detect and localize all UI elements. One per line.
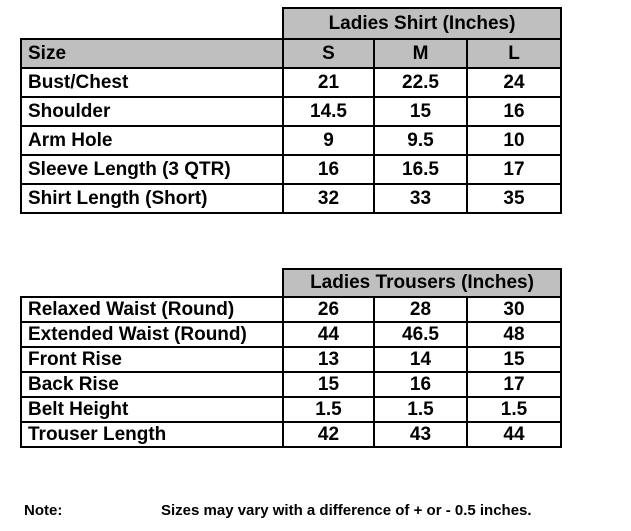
shirt-title-row bbox=[21, 8, 561, 39]
table-row bbox=[21, 184, 561, 213]
cell-s: 9 bbox=[283, 126, 374, 155]
cell-s: 16 bbox=[283, 155, 374, 184]
cell-s: 44 bbox=[283, 322, 374, 347]
trousers-title-row bbox=[21, 269, 561, 297]
size-l-header: L bbox=[467, 39, 561, 68]
size-s-header: S bbox=[283, 39, 374, 68]
cell-m: 15 bbox=[374, 97, 467, 126]
cell-s: 14.5 bbox=[283, 97, 374, 126]
cell-l: 44 bbox=[467, 422, 561, 447]
table-row bbox=[21, 397, 561, 422]
cell-m: 43 bbox=[374, 422, 467, 447]
shirt-header-row bbox=[21, 39, 561, 68]
cell-l: 10 bbox=[467, 126, 561, 155]
shirt-size-table bbox=[20, 7, 562, 214]
cell-l: 15 bbox=[467, 347, 561, 372]
cell-l: 17 bbox=[467, 155, 561, 184]
cell-l: 17 bbox=[467, 372, 561, 397]
cell-s: 13 bbox=[283, 347, 374, 372]
cell-l: 1.5 bbox=[467, 397, 561, 422]
table-row bbox=[21, 297, 561, 322]
table-row bbox=[21, 347, 561, 372]
cell-s: 32 bbox=[283, 184, 374, 213]
cell-l: 24 bbox=[467, 68, 561, 97]
row-label: Bust/Chest bbox=[21, 68, 283, 97]
table-row bbox=[21, 126, 561, 155]
blank-cell bbox=[21, 269, 283, 297]
size-header: Size bbox=[21, 39, 283, 68]
table-row bbox=[21, 422, 561, 447]
row-label: Back Rise bbox=[21, 372, 283, 397]
table-row bbox=[21, 97, 561, 126]
cell-l: 35 bbox=[467, 184, 561, 213]
row-label: Shirt Length (Short) bbox=[21, 184, 283, 213]
cell-l: 48 bbox=[467, 322, 561, 347]
cell-s: 21 bbox=[283, 68, 374, 97]
table-row bbox=[21, 322, 561, 347]
cell-m: 1.5 bbox=[374, 397, 467, 422]
cell-s: 26 bbox=[283, 297, 374, 322]
trousers-size-table bbox=[20, 268, 562, 448]
table-row bbox=[21, 155, 561, 184]
table-row bbox=[21, 372, 561, 397]
cell-l: 16 bbox=[467, 97, 561, 126]
cell-s: 42 bbox=[283, 422, 374, 447]
size-m-header: M bbox=[374, 39, 467, 68]
cell-l: 30 bbox=[467, 297, 561, 322]
cell-m: 22.5 bbox=[374, 68, 467, 97]
row-label: Trouser Length bbox=[21, 422, 283, 447]
cell-m: 9.5 bbox=[374, 126, 467, 155]
row-label: Belt Height bbox=[21, 397, 283, 422]
cell-s: 15 bbox=[283, 372, 374, 397]
cell-m: 33 bbox=[374, 184, 467, 213]
row-label: Sleeve Length (3 QTR) bbox=[21, 155, 283, 184]
shirt-table-title: Ladies Shirt (Inches) bbox=[283, 8, 561, 39]
cell-m: 16.5 bbox=[374, 155, 467, 184]
cell-m: 14 bbox=[374, 347, 467, 372]
cell-m: 46.5 bbox=[374, 322, 467, 347]
cell-s: 1.5 bbox=[283, 397, 374, 422]
row-label: Relaxed Waist (Round) bbox=[21, 297, 283, 322]
row-label: Arm Hole bbox=[21, 126, 283, 155]
trousers-table-title: Ladies Trousers (Inches) bbox=[283, 269, 561, 297]
row-label: Front Rise bbox=[21, 347, 283, 372]
row-label: Shoulder bbox=[21, 97, 283, 126]
note-text: Sizes may vary with a difference of + or - 0.5 inches. bbox=[161, 502, 532, 519]
cell-m: 28 bbox=[374, 297, 467, 322]
table-row bbox=[21, 68, 561, 97]
cell-m: 16 bbox=[374, 372, 467, 397]
note-label: Note: bbox=[24, 502, 63, 519]
row-label: Extended Waist (Round) bbox=[21, 322, 283, 347]
blank-cell bbox=[21, 8, 283, 39]
